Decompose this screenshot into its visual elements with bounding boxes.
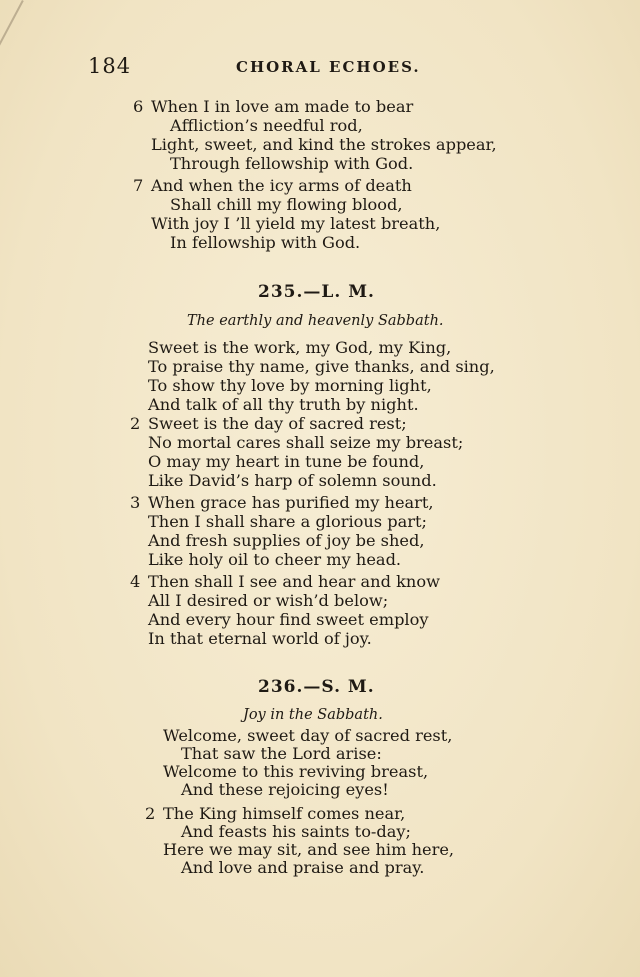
verse-line: When I in love am made to bear [151,97,414,116]
verse-line: To praise thy name, give thanks, and sing, [148,357,495,376]
verse-line: Affliction’s needful rod, [170,116,363,135]
verse-line: And feasts his saints to-day; [181,822,412,841]
hymn-235-subtitle: The earthly and heavenly Sabbath. [187,313,444,329]
hymn-236-title: 236.—S. M. [258,677,375,697]
page-header [0,54,640,80]
verse-line: In fellowship with God. [170,233,361,252]
verse-line: Welcome to this reviving breast, [163,762,429,781]
verse-line: And talk of all thy truth by night. [148,395,419,414]
verse-number: 4 [130,572,141,591]
verse-number: 3 [130,493,141,512]
verse-line: And every hour find sweet employ [148,610,429,629]
verse-line: Like holy oil to cheer my head. [148,550,402,569]
verse-number: 6 [133,97,144,116]
verse-line: No mortal cares shall seize my breast; [148,433,464,452]
verse-number: 2 [145,804,156,823]
verse-line: And fresh supplies of joy be shed, [148,531,425,550]
verse-number: 2 [130,414,141,433]
verse-line: To show thy love by morning light, [148,376,432,395]
verse-line: Like David’s harp of solemn sound. [148,471,437,490]
verse-line: Here we may sit, and see him here, [163,840,455,859]
verse-line: With joy I ’ll yield my latest breath, [151,214,441,233]
verse-line: And these rejoicing eyes! [181,780,389,799]
verse-line: Through fellowship with God. [170,154,414,173]
verse-line: Welcome, sweet day of sacred rest, [163,726,453,745]
verse-line: All I desired or wish’d below; [148,591,389,610]
verse-line: Then shall I see and hear and know [148,572,440,591]
verse-number: 7 [133,176,144,195]
verse-line: O may my heart in tune be found, [148,452,425,471]
hymn-236-subtitle: Joy in the Sabbath. [243,707,383,723]
verse-line: And when the icy arms of death [151,176,412,195]
hymn-235-title: 235.—L. M. [258,282,375,302]
verse-line: In that eternal world of joy. [148,629,372,648]
running-head: CHORAL ECHOES. [236,58,421,76]
verse-line: Then I shall share a glorious part; [148,512,427,531]
verse-line: When grace has purified my heart, [148,493,434,512]
page-number: 184 [88,54,132,78]
verse-line: Light, sweet, and kind the strokes appear, [151,135,497,154]
verse-line: And love and praise and pray. [181,858,425,877]
verse-line: Sweet is the work, my God, my King, [148,338,452,357]
verse-line: That saw the Lord arise: [181,744,382,763]
verse-line: Shall chill my flowing blood, [170,195,403,214]
verse-line: Sweet is the day of sacred rest; [148,414,407,433]
verse-line: The King himself comes near, [163,804,406,823]
